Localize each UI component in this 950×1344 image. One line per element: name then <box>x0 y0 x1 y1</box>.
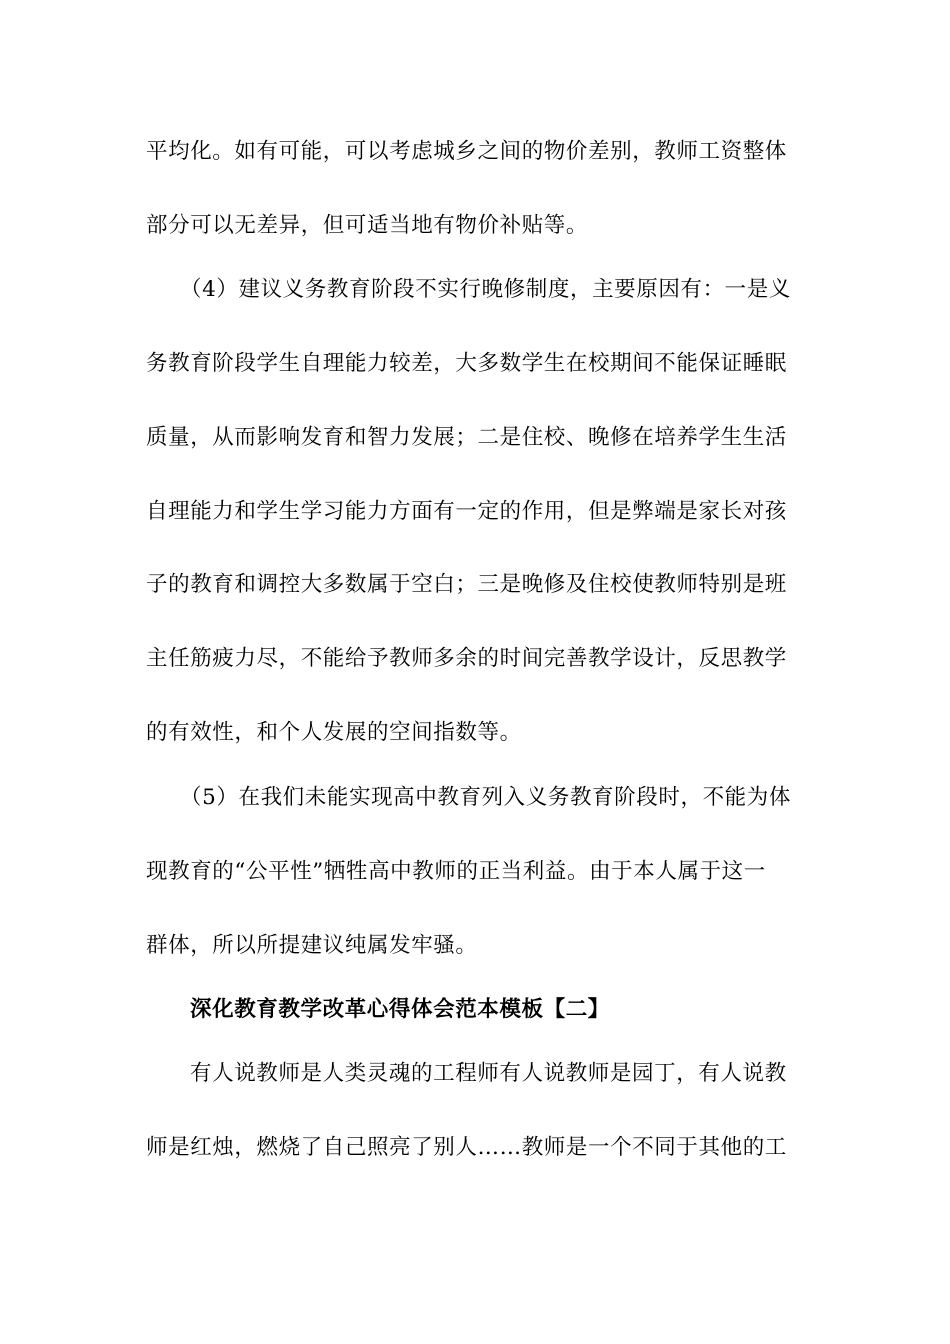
section-heading: 深化教育教学改革心得体会范本模板【二】 <box>190 997 610 1022</box>
paragraph-line: 主任筋疲力尽，不能给予教师多余的时间完善教学设计，反思教学 <box>146 646 787 671</box>
paragraph-line: 的有效性，和个人发展的空间指数等。 <box>146 720 522 745</box>
paragraph-line: 师是红烛，燃烧了自己照亮了别人……教师是一个不同于其他的工 <box>146 1135 787 1160</box>
paragraph-line: 有人说教师是人类灵魂的工程师有人说教师是园丁，有人说教 <box>190 1061 787 1086</box>
paragraph-line: 质量，从而影响发育和智力发展；二是住校、晚修在培养学生生活 <box>146 425 787 450</box>
paragraph-line: 务教育阶段学生自理能力较差，大多数学生在校期间不能保证睡眠 <box>146 351 787 376</box>
paragraph-line: 部分可以无差异，但可适当地有物价补贴等。 <box>146 213 589 238</box>
paragraph-line: （4）建议义务教育阶段不实行晚修制度，主要原因有：一是义 <box>180 277 791 302</box>
paragraph-line: 自理能力和学生学习能力方面有一定的作用，但是弊端是家长对孩 <box>146 499 787 524</box>
paragraph-line: 群体，所以所提建议纯属发牢骚。 <box>146 933 478 958</box>
paragraph-line: 子的教育和调控大多数属于空白；三是晚修及住校使教师特别是班 <box>146 572 787 597</box>
paragraph-line: 现教育的“公平性”牺牲高中教师的正当利益。由于本人属于这一 <box>146 859 766 884</box>
paragraph-line: 平均化。如有可能，可以考虑城乡之间的物价差别，教师工资整体 <box>146 139 787 164</box>
paragraph-line: （5）在我们未能实现高中教育列入义务教育阶段时，不能为体 <box>180 785 791 810</box>
